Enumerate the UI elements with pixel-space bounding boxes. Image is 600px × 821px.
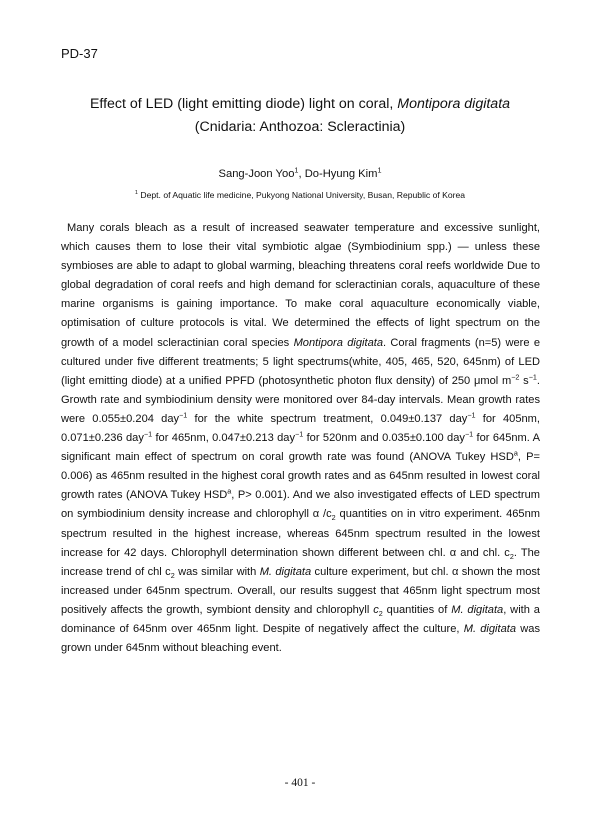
subscript-mark: 2 <box>378 609 383 619</box>
abstract-text: for the white spectrum treatment, 0.049±0.137 day <box>187 412 468 425</box>
subscript-mark: 2 <box>509 551 514 561</box>
abstract-text: . Growth rate and symbiodinium density were monitored over 84-day intervals. Mean growth rates were 0.055±0.204 day <box>61 374 540 425</box>
title-text: Effect of LED (light emitting diode) light on coral, <box>89 96 398 112</box>
unit-exponent: −1 <box>528 372 537 382</box>
abstract-text: , with a dominance of 645nm over 465nm light. Despite of negatively affect the culture, <box>61 603 540 635</box>
author-affil-mark: 1 <box>377 165 382 175</box>
unit-exponent: −1 <box>464 429 474 439</box>
superscript-mark: a <box>513 448 518 458</box>
unit-exponent: −1 <box>179 410 188 420</box>
title-species: Montipora digitata <box>397 96 511 112</box>
author-affil-mark: 1 <box>294 165 299 175</box>
superscript-mark: a <box>227 486 232 496</box>
italic-symbol: c <box>373 603 379 616</box>
abstract-body <box>61 219 540 658</box>
affiliation <box>60 190 540 200</box>
author-name: Do-Hyung Kim <box>304 168 378 180</box>
abstract-text: culture experiment, but chl. α shown the most increased under 645nm spectrum. Overall, our results suggest that 465nm light spectrum most positively affects the growth, symbiont density and chlorophyll <box>61 565 540 616</box>
title-text-end: (Cnidaria: Anthozoa: Scleractinia) <box>194 119 406 135</box>
subscript-mark: 2 <box>331 513 336 523</box>
abstract-text: for 645nm. A significant main effect of spectrum on coral growth rate was found (ANOVA Tukey HSD <box>61 432 541 464</box>
abstract-text: quantities on in vitro experiment. 465nm spectrum resulted in the highest increase, whereas 645nm spectrum resulted in the lowest increase for 42 days. Chlorophyll determination shown different between chl. α and chl. c <box>61 508 540 559</box>
abstract-text: , P= 0.006) as 465nm resulted in the highest coral growth rates and as 645nm resulted in lowest coral growth rates (ANOVA Tukey HSD <box>61 451 540 502</box>
abstract-paragraph <box>61 219 540 658</box>
abstract-text: quantities of <box>382 603 452 616</box>
unit-exponent: −1 <box>143 429 153 439</box>
abstract-text: s <box>519 374 529 387</box>
unit-exponent: −1 <box>295 429 304 439</box>
presentation-code: PD-37 <box>61 46 98 61</box>
abstract-text: Many corals bleach as a result of increased seawater temperature and excessive sunlight, which causes them to lose their vital symbiotic algae (Symbiodinium spp.) — unless these symbioses are able to adapt to global warming, bleaching threatens coral reefs worldwide Due to global degradation of coral reefs and high demand for scleractinian corals, aquaculture of these marine organisms is gaining importance. To make coral aquaculture economically viable, optimisation of culture protocols is vital. We determined the effects of light spectrum on the growth of a model scleractinian coral species <box>61 222 540 349</box>
abstract-text: was similar with <box>174 565 260 578</box>
unit-exponent: −2 <box>511 372 520 382</box>
abstract-text: , P> 0.001). And we also investigated effects of LED spectrum on symbiodinium density increase and chlorophyll α /c <box>61 489 540 521</box>
abstract-text: for 405nm, 0.071±0.236 day <box>61 412 540 445</box>
subscript-mark: 2 <box>170 570 175 580</box>
abstract-text: . The increase trend of chl c <box>61 546 540 578</box>
species-name: M. digitata <box>259 565 312 578</box>
author-line <box>60 165 540 180</box>
abstract-text: . Coral fragments (n=5) were e cultured under five different treatments; 5 light spectrums(white, 405, 465, 520, 645nm) of LED (light emitting diode) at a unified PPFD (photosynthetic photon flux density) of 250 μmol m <box>61 336 540 387</box>
author-name: Sang-Joon Yoo <box>218 168 295 180</box>
species-name: M. digitata <box>463 622 517 635</box>
abstract-text: for 520nm and 0.035±0.100 day <box>303 432 465 445</box>
unit-exponent: −1 <box>467 410 476 420</box>
paper-title <box>60 93 540 139</box>
affiliation-mark: 1 <box>134 190 139 197</box>
affiliation-text: Dept. of Aquatic life medicine, Pukyong National University, Busan, Republic of Korea <box>138 190 466 200</box>
page-number: - 401 - <box>284 777 316 789</box>
species-name: Montipora digitata <box>293 336 383 349</box>
species-name: M. digitata <box>451 603 504 616</box>
author-separator: , <box>298 168 305 180</box>
abstract-text: was grown under 645nm without bleaching event. <box>61 622 540 655</box>
abstract-text: for 465nm, 0.047±0.213 day <box>152 432 296 445</box>
